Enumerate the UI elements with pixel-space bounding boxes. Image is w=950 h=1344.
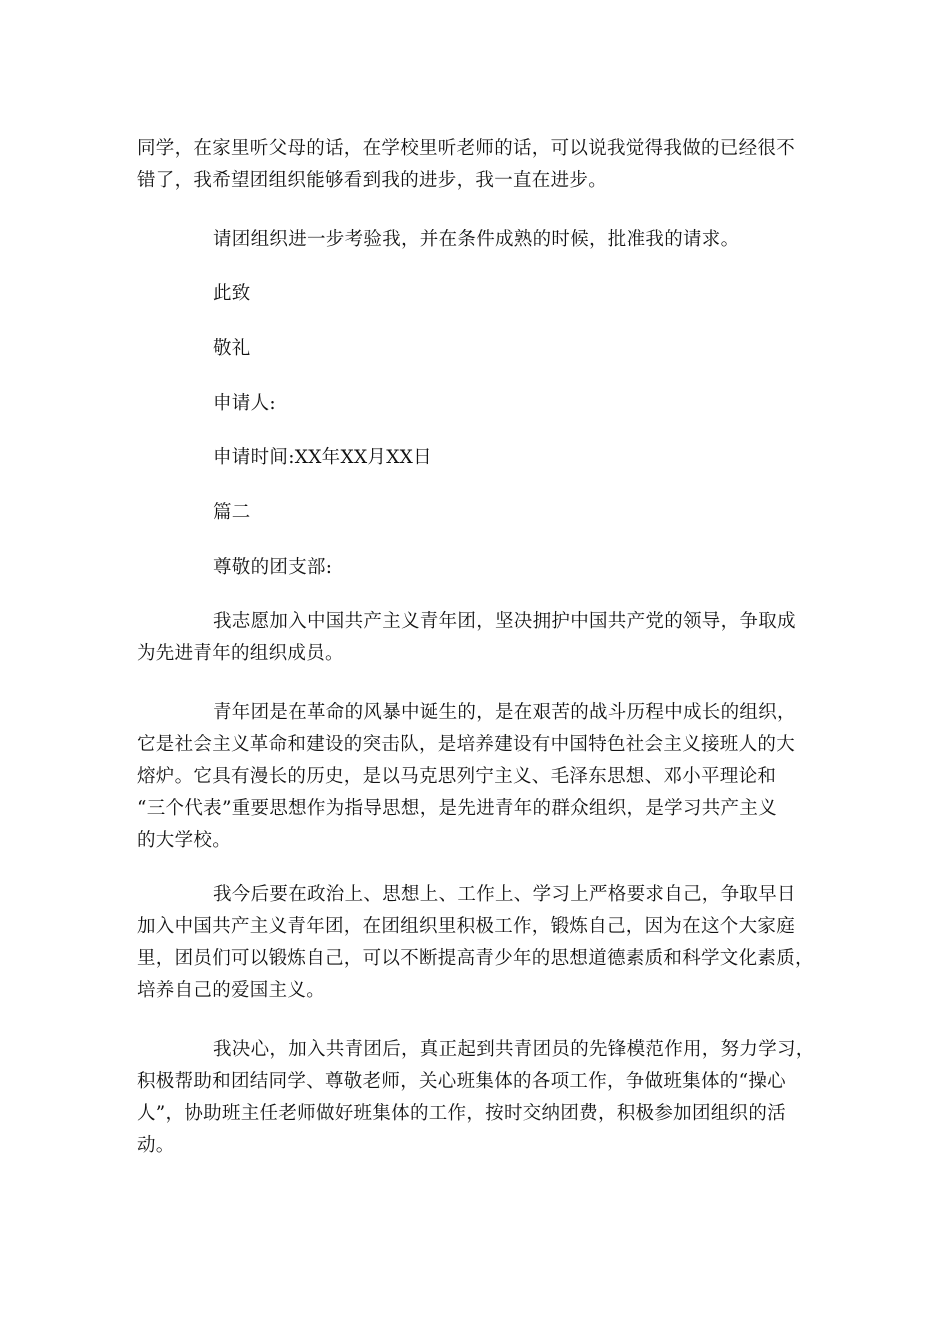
text-line: 培养自己的爱国主义。: [137, 980, 326, 1001]
section-heading: 篇二: [213, 502, 251, 523]
closing-regards: 敬礼: [213, 338, 251, 359]
text-line: 它是社会主义革命和建设的突击队，是培养建设有中国特色社会主义接班人的大: [137, 734, 796, 755]
text-line: 的大学校。: [137, 830, 232, 851]
text-line: 青年团是在革命的风暴中诞生的，是在艰苦的战斗历程中成长的组织，: [213, 702, 796, 723]
text-line: 请团组织进一步考验我，并在条件成熟的时候，批准我的请求。: [213, 229, 740, 250]
text-line: 我志愿加入中国共产主义青年团，坚决拥护中国共产党的领导，争取成: [213, 611, 796, 632]
text-line: 我决心，加入共青团后，真正起到共青团员的先锋模范作用，努力学习，: [213, 1039, 815, 1060]
text-line: 错了，我希望团组织能够看到我的进步，我一直在进步。: [137, 170, 608, 191]
text-line: 积极帮助和团结同学、尊敬老师，关心班集体的各项工作，争做班集体的“操心: [137, 1071, 786, 1092]
text-line: 同学，在家里听父母的话，在学校里听老师的话，可以说我觉得我做的已经很不: [137, 138, 796, 159]
text-line: 我今后要在政治上、思想上、工作上、学习上严格要求自己，争取早日: [213, 884, 796, 905]
text-line: 加入中国共产主义青年团，在团组织里积极工作，锻炼自己，因为在这个大家庭: [137, 916, 796, 937]
text-line: 为先进青年的组织成员。: [137, 643, 344, 664]
closing-salutation: 此致: [213, 283, 251, 304]
greeting: 尊敬的团支部:: [213, 557, 333, 578]
applicant-label: 申请人:: [213, 393, 276, 414]
text-line: 里，团员们可以锻炼自己，可以不断提高青少年的思想道德素质和科学文化素质，: [137, 948, 814, 969]
text-line: “三个代表”重要思想作为指导思想，是先进青年的群众组织，是学习共产主义: [137, 798, 777, 819]
application-date: 申请时间:XX年XX月XX日: [213, 447, 432, 468]
text-line: 动。: [137, 1135, 175, 1156]
text-line: 人”，协助班主任老师做好班集体的工作，按时交纳团费，积极参加团组织的活: [137, 1103, 786, 1124]
text-line: 熔炉。它具有漫长的历史，是以马克思列宁主义、毛泽东思想、邓小平理论和: [137, 766, 777, 787]
